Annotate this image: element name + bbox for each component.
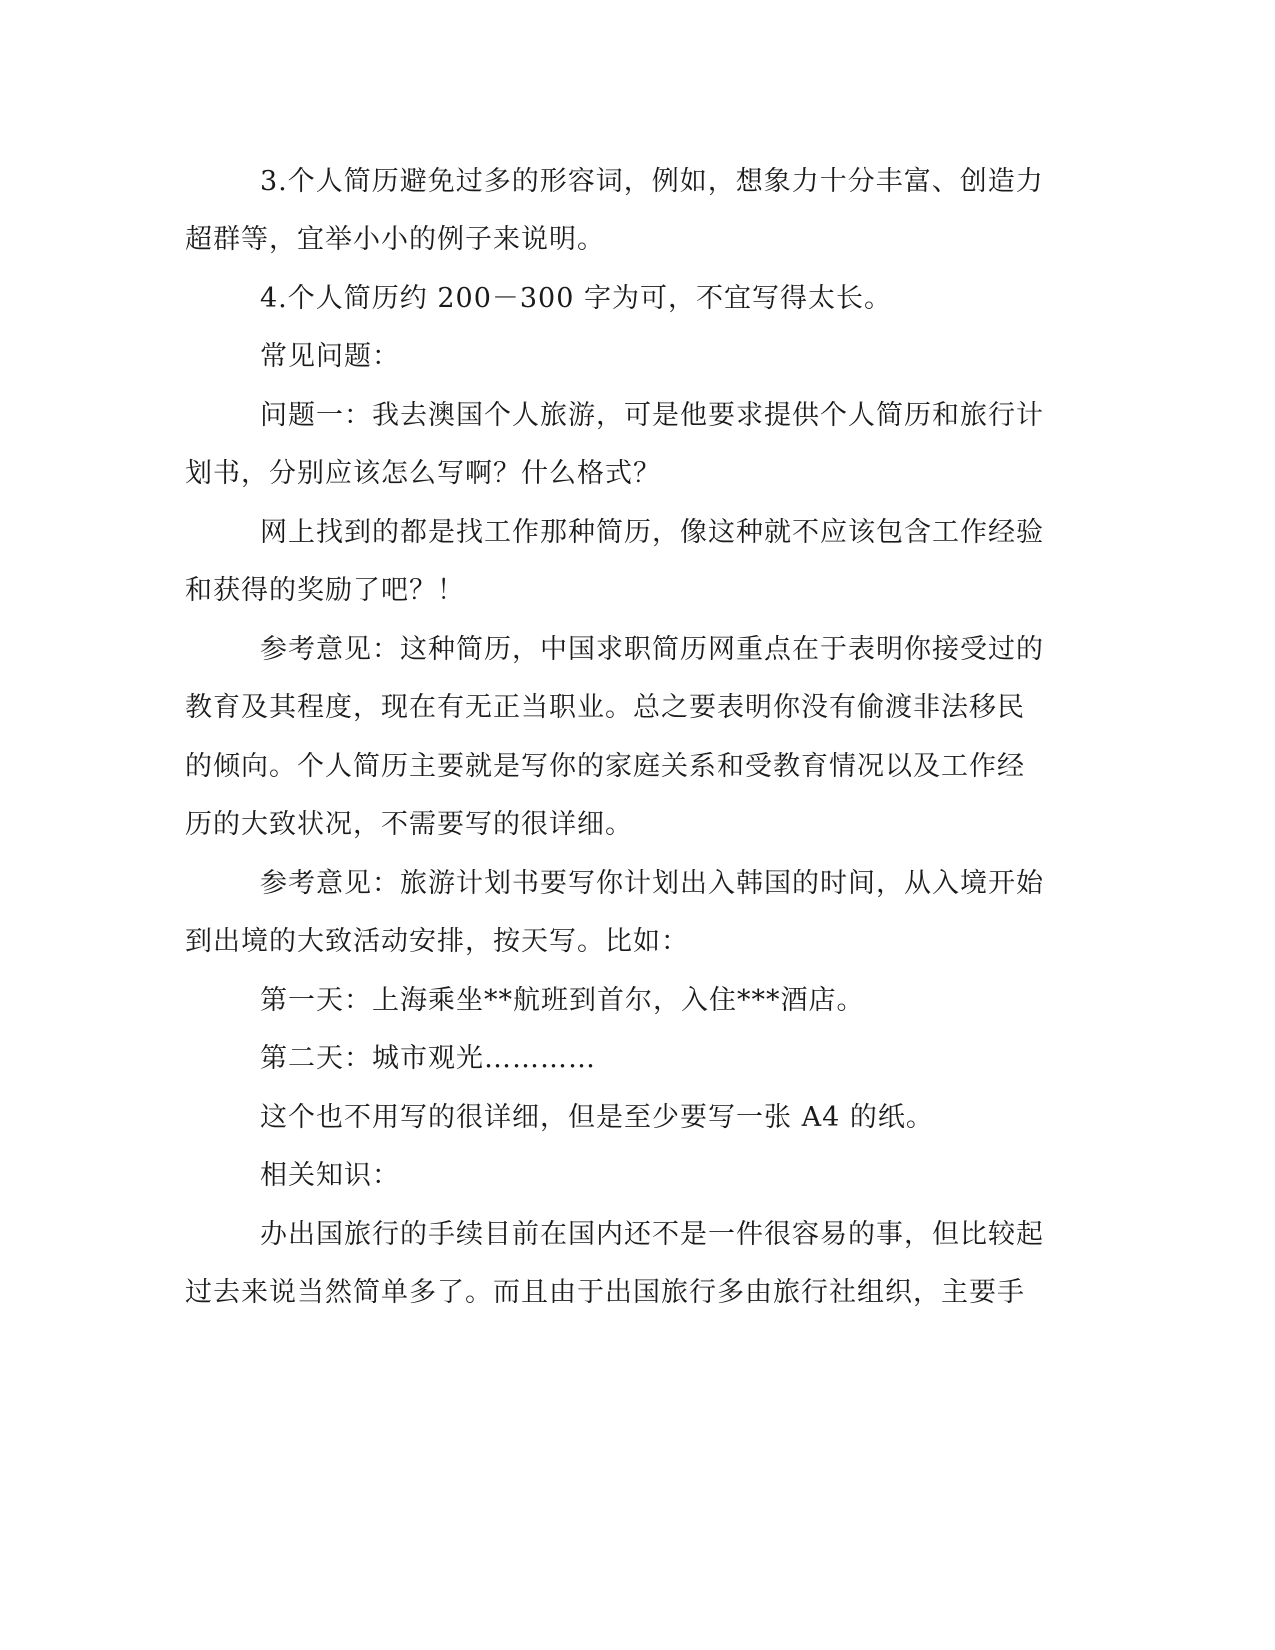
answer-1-line-4: 历的大致状况，不需要写的很详细。 — [185, 809, 633, 840]
tip-3-line-1: 3.个人简历避免过多的形容词，例如，想象力十分丰富、创造力 — [260, 166, 1044, 197]
question-1-detail-line-2: 和获得的奖励了吧？！ — [185, 575, 465, 606]
question-1-detail-line-1: 网上找到的都是找工作那种简历，像这种就不应该包含工作经验 — [260, 517, 1044, 548]
tip-3-line-2: 超群等，宜举小小的例子来说明。 — [185, 224, 605, 255]
tip-4: 4.个人简历约 200－300 字为可，不宜写得太长。 — [260, 283, 892, 314]
answer-2-note: 这个也不用写的很详细，但是至少要写一张 A4 的纸。 — [260, 1102, 934, 1133]
related-knowledge-line-2: 过去来说当然简单多了。而且由于出国旅行多由旅行社组织，主要手 — [185, 1277, 1025, 1308]
answer-2-line-2: 到出境的大致活动安排，按天写。比如： — [185, 926, 689, 957]
itinerary-day-1: 第一天：上海乘坐**航班到首尔，入住***酒店。 — [260, 985, 865, 1016]
related-knowledge-line-1: 办出国旅行的手续目前在国内还不是一件很容易的事，但比较起 — [260, 1219, 1044, 1250]
question-1-line-2: 划书，分别应该怎么写啊？什么格式？ — [185, 458, 661, 489]
answer-2-line-1: 参考意见：旅游计划书要写你计划出入韩国的时间，从入境开始 — [260, 868, 1044, 899]
answer-1-line-3: 的倾向。个人简历主要就是写你的家庭关系和受教育情况以及工作经 — [185, 751, 1025, 782]
faq-heading: 常见问题： — [260, 341, 400, 372]
related-knowledge-heading: 相关知识： — [260, 1160, 400, 1191]
question-1-line-1: 问题一：我去澳国个人旅游，可是他要求提供个人简历和旅行计 — [260, 400, 1044, 431]
answer-1-line-2: 教育及其程度，现在有无正当职业。总之要表明你没有偷渡非法移民 — [185, 692, 1025, 723]
itinerary-day-2: 第二天：城市观光………… — [260, 1043, 596, 1074]
answer-1-line-1: 参考意见：这种简历，中国求职简历网重点在于表明你接受过的 — [260, 634, 1044, 665]
